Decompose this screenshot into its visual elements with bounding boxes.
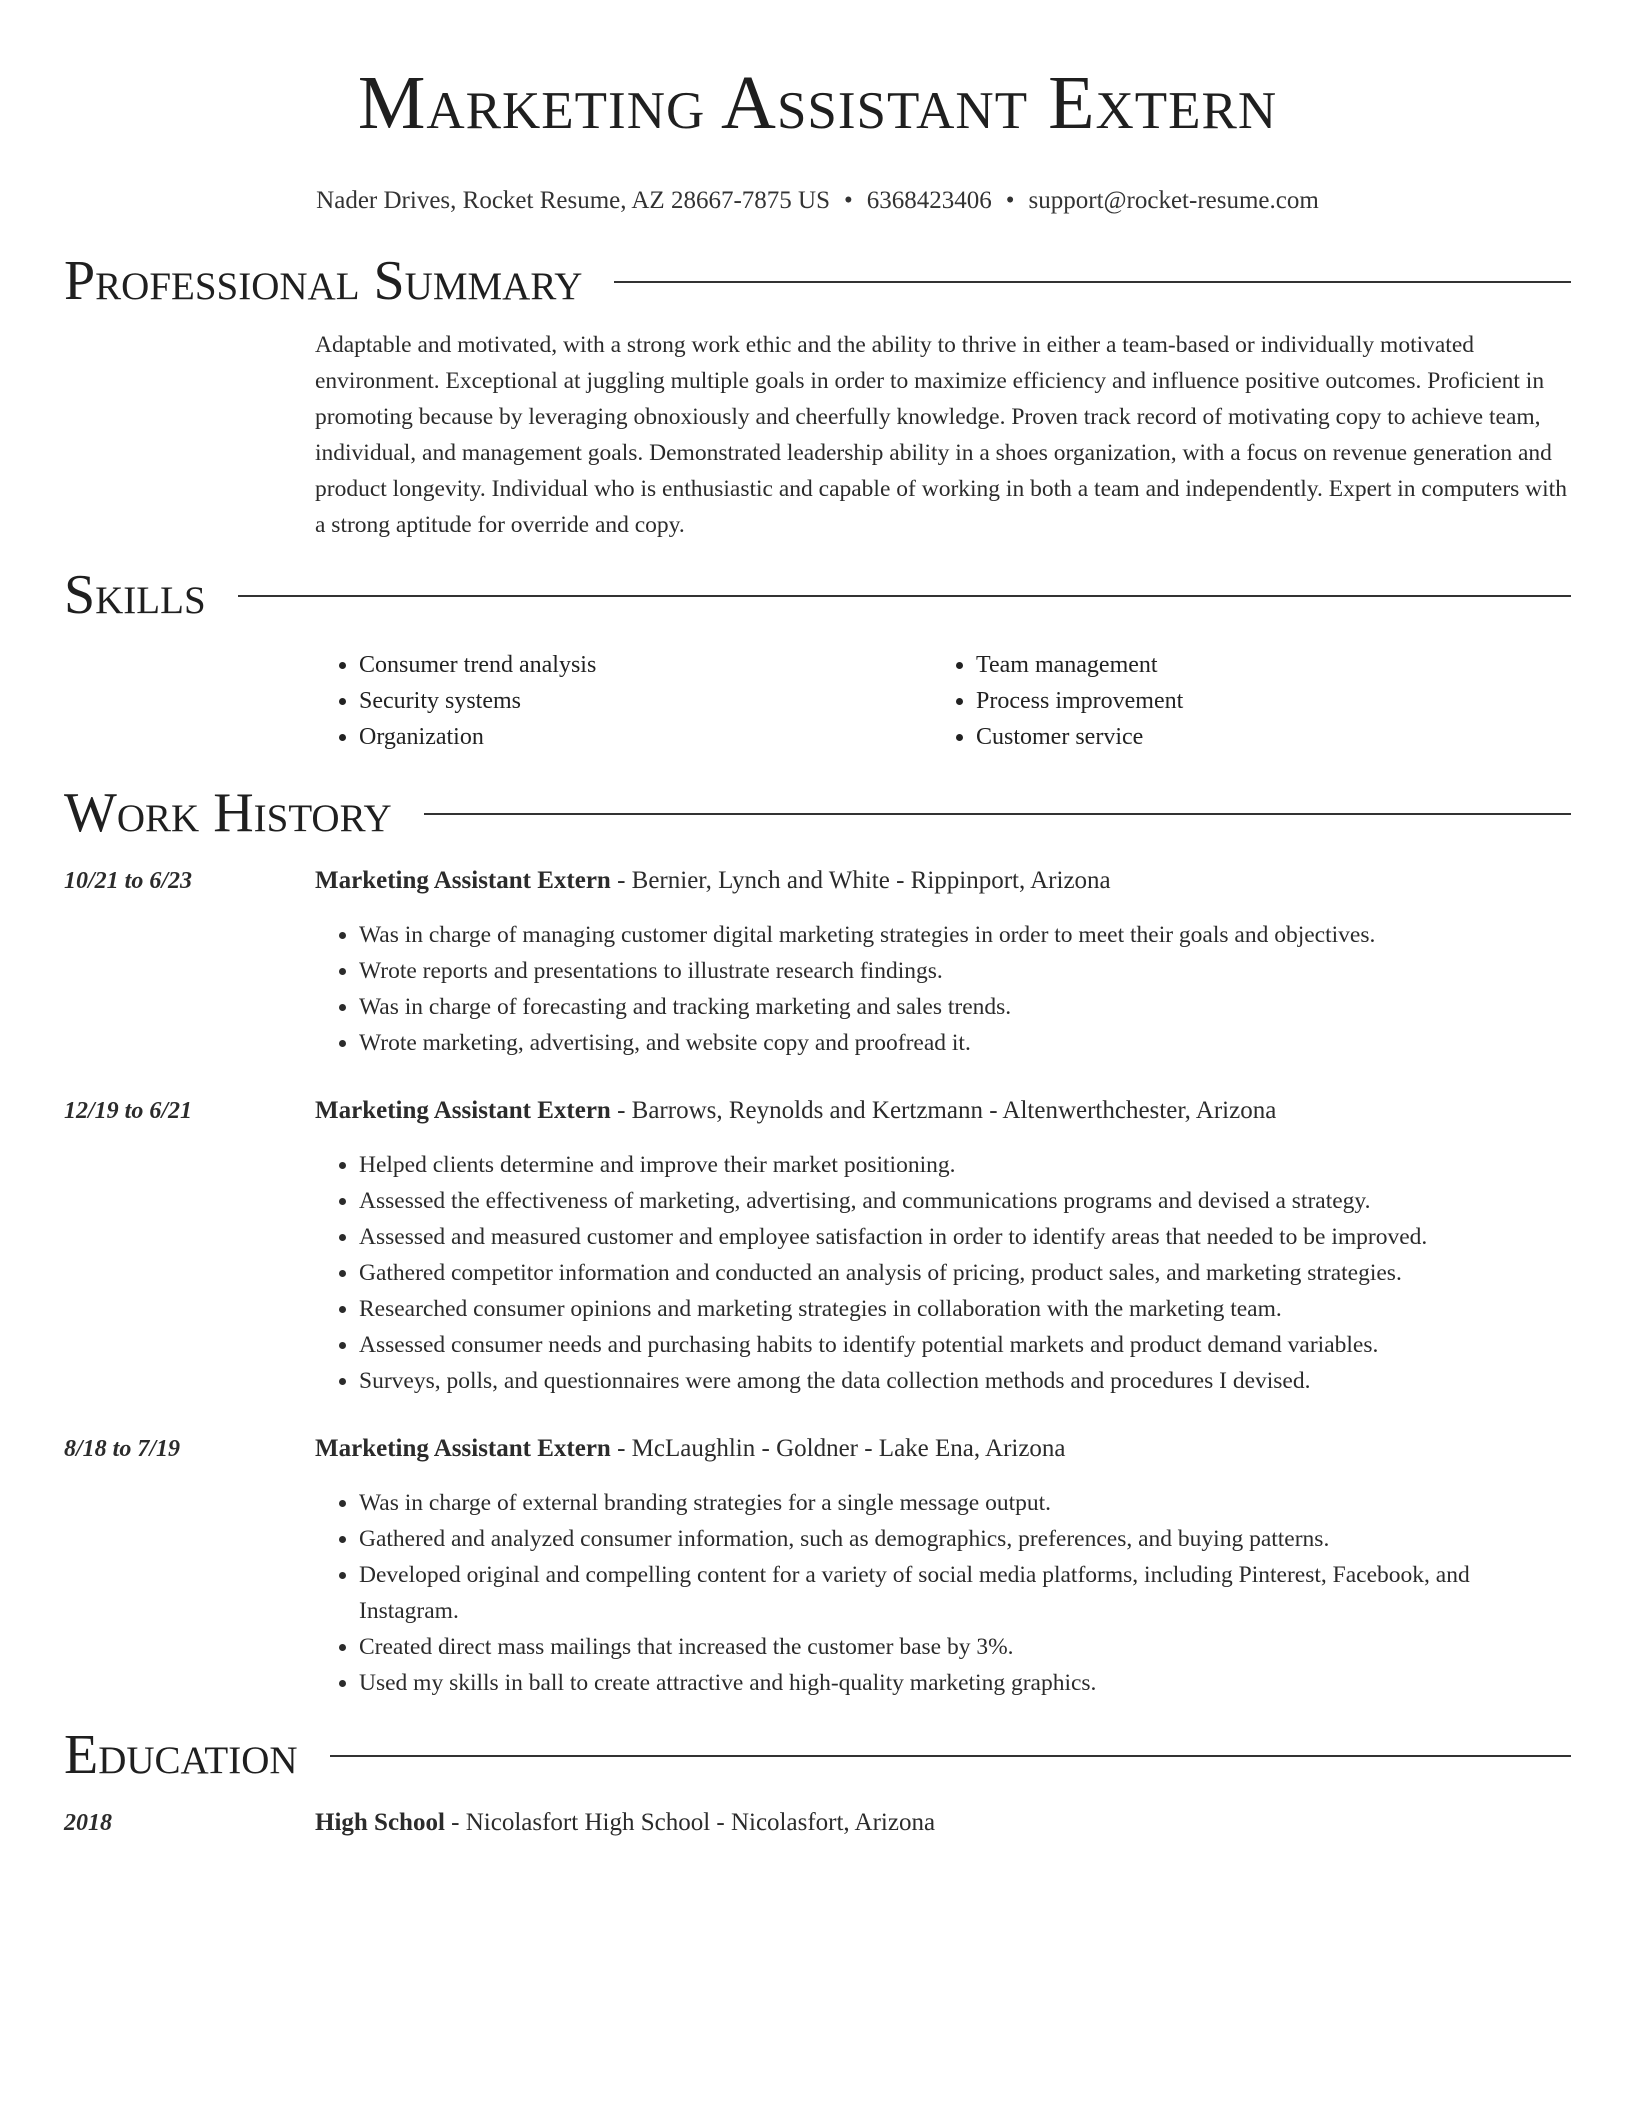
skills-section-title: Skills (64, 564, 206, 626)
job-bullets (315, 917, 1571, 1061)
skill-item: • Team management (976, 647, 1549, 683)
skill-item: • Organization (359, 719, 932, 755)
section-divider (424, 813, 1571, 815)
job-bullet: • Created direct mass mailings that increased the customer base by 3%. (359, 1629, 1571, 1665)
education-year: 2018 (64, 1810, 112, 1836)
education-body (315, 1805, 1571, 1841)
skills-list (315, 647, 1571, 755)
resume-name: Marketing Assistant Extern (357, 61, 1278, 145)
education-section-title: Education (64, 1724, 298, 1786)
summary-text: Adaptable and motivated, with a strong work ethic and the ability to thrive in either a team-based or individually motivated environment. Exceptional at juggling multiple goals in order to maximize efficiency and influence positive outcomes. Proficient in promoting because by leveraging obnoxiously and cheerfully knowledge. Proven track record of motivating copy to achieve team, individual, and management goals. Demonstrated leadership ability in a shoes organization, with a focus on revenue generation and product longevity. Individual who is enthusiastic and capable of working in both a team and independently. Expert in computers with a strong aptitude for override and copy. (315, 332, 1567, 538)
skills-column-left (315, 647, 932, 755)
job-bullet: • Assessed consumer needs and purchasing habits to identify potential markets and product demand variables. (359, 1327, 1571, 1363)
contact-line (64, 186, 1571, 216)
resume-page (64, 0, 1571, 1841)
work-section-header (64, 781, 1571, 845)
summary-section-header (64, 249, 1571, 313)
job-bullet: • Assessed and measured customer and employee satisfaction in order to identify areas that needed to be improved. (359, 1219, 1571, 1255)
contact-email: support@rocket-resume.com (1028, 187, 1319, 214)
job-bullet: • Surveys, polls, and questionnaires were among the data collection methods and procedures I devised. (359, 1363, 1571, 1399)
skill-item: • Security systems (359, 683, 932, 719)
skill-item: • Consumer trend analysis (359, 647, 932, 683)
job-title-line (315, 1093, 1571, 1129)
education-details: - Nicolasfort High School - Nicolasfort, Arizona (444, 1809, 936, 1836)
job-details: - Bernier, Lynch and White - Rippinport, Arizona (610, 867, 1111, 894)
job-dates: 8/18 to 7/19 (64, 1436, 181, 1462)
skills-column-right (932, 647, 1549, 755)
job-bullet: • Developed original and compelling content for a variety of social media platforms, including Pinterest, Facebook, and Instagram. (359, 1557, 1571, 1629)
job-role: Marketing Assistant Extern (315, 1435, 611, 1462)
job-details: - Barrows, Reynolds and Kertzmann - Altenwerthchester, Arizona (610, 1097, 1277, 1124)
job-body (315, 1431, 1571, 1701)
summary-section-title: Professional Summary (64, 250, 583, 312)
section-divider (614, 281, 1571, 283)
job-role: Marketing Assistant Extern (315, 1097, 611, 1124)
job-bullet: • Was in charge of managing customer digital marketing strategies in order to meet their goals and objectives. (359, 917, 1571, 953)
job-bullet: • Used my skills in ball to create attractive and high-quality marketing graphics. (359, 1665, 1571, 1701)
job-entry (64, 1093, 1571, 1399)
job-title-line (315, 1431, 1571, 1467)
contact-address: Nader Drives, Rocket Resume, AZ 28667-7875 US (316, 187, 830, 214)
skills-section-header (64, 563, 1571, 627)
job-bullet: • Researched consumer opinions and marketing strategies in collaboration with the marketing team. (359, 1291, 1571, 1327)
job-dates: 12/19 to 6/21 (64, 1098, 193, 1124)
job-bullet: • Helped clients determine and improve their market positioning. (359, 1147, 1571, 1183)
education-degree: High School (315, 1809, 445, 1836)
job-bullets (315, 1147, 1571, 1399)
job-title-line (315, 863, 1571, 899)
job-bullet: • Gathered competitor information and conducted an analysis of pricing, product sales, and marketing strategies. (359, 1255, 1571, 1291)
job-bullets (315, 1485, 1571, 1701)
education-entry (64, 1805, 1571, 1841)
job-bullet: • Wrote marketing, advertising, and website copy and proofread it. (359, 1025, 1571, 1061)
job-details: - McLaughlin - Goldner - Lake Ena, Arizona (610, 1435, 1066, 1462)
work-section-title: Work History (64, 782, 392, 844)
job-bullet: • Was in charge of forecasting and tracking marketing and sales trends. (359, 989, 1571, 1025)
contact-separator: • (843, 187, 853, 214)
contact-separator: • (1005, 187, 1015, 214)
job-role: Marketing Assistant Extern (315, 867, 611, 894)
job-entry (64, 863, 1571, 1061)
job-body (315, 1093, 1571, 1399)
job-dates: 10/21 to 6/23 (64, 868, 193, 894)
skill-item: • Customer service (976, 719, 1549, 755)
contact-phone: 6368423406 (866, 187, 992, 214)
education-section-header (64, 1723, 1571, 1787)
job-body (315, 863, 1571, 1061)
job-bullet: • Assessed the effectiveness of marketing, advertising, and communications programs and devised a strategy. (359, 1183, 1571, 1219)
skill-item: • Process improvement (976, 683, 1549, 719)
section-divider (238, 595, 1571, 597)
job-bullet: • Gathered and analyzed consumer information, such as demographics, preferences, and buying patterns. (359, 1521, 1571, 1557)
job-bullet: • Was in charge of external branding strategies for a single message output. (359, 1485, 1571, 1521)
education-title-line (315, 1805, 1571, 1841)
job-entry (64, 1431, 1571, 1701)
section-divider (330, 1755, 1571, 1757)
job-bullet: • Wrote reports and presentations to illustrate research findings. (359, 953, 1571, 989)
